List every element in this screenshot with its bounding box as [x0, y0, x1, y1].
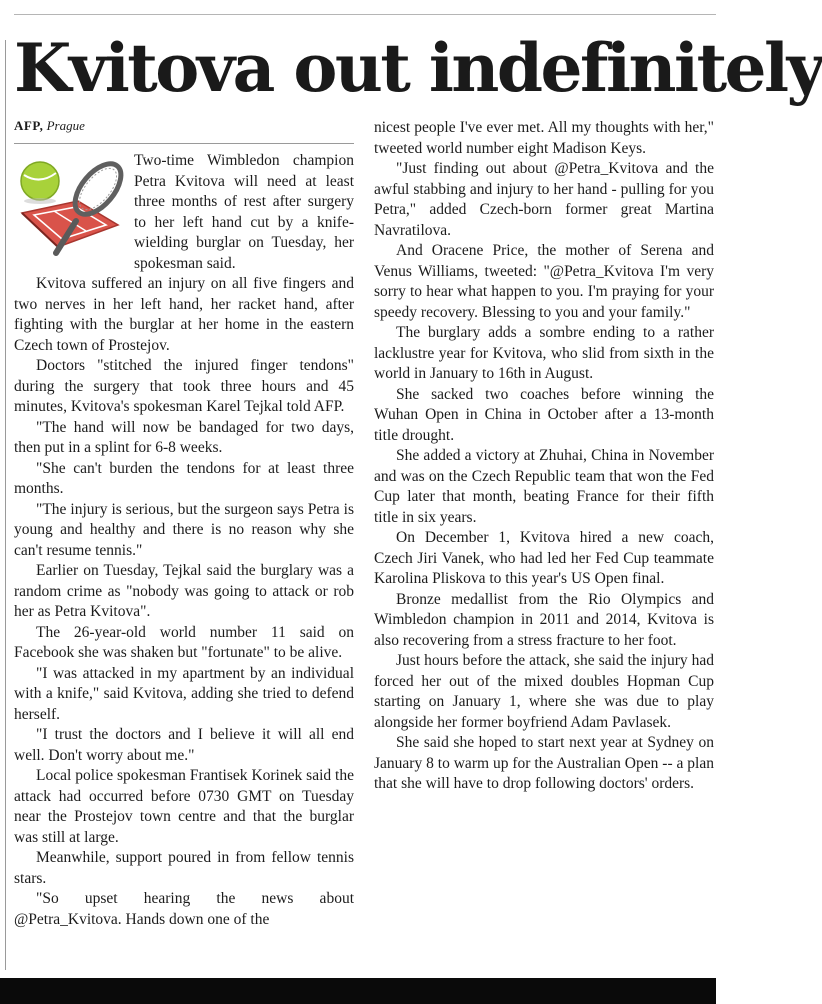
tennis-icon — [14, 155, 126, 265]
top-rule — [14, 14, 716, 15]
paragraph: Bronze medallist from the Rio Olympics and Wimbledon champion in 2011 and 2014, Kvitova is also recovering from a stress fracture to her foot. — [374, 590, 714, 649]
paragraph: She said she hoped to start next year at Sydney on January 8 to warm up for the Australian Open -- a plan that she will have to drop following doctors' orders. — [374, 734, 714, 792]
paragraph: Just hours before the attack, she said the injury had forced her out of the mixed doubles Hopman Cup starting on January 1, where she was due to play alongside her former boyfriend Adam Pavlasek. — [374, 652, 714, 731]
paragraph: Earlier on Tuesday, Tejkal said the burglary was a random crime as "nobody was going to attack or rob her as Petra Kvitova". — [14, 562, 354, 620]
paragraph: She added a victory at Zhuhai, China in November and was on the Czech Republic team that won the Fed Cup later that month, beating France for their fifth title in six years. — [374, 447, 714, 526]
paragraph: She sacked two coaches before winning the Wuhan Open in China in October after a 13-month title drought. — [374, 385, 714, 444]
paragraph: "I trust the doctors and I believe it will all end well. Don't worry about me." — [14, 726, 354, 764]
paragraph: Doctors "stitched the injured finger tendons" during the surgery that took three hours and 45 minutes, Kvitova's spokesman Karel Tejkal told AFP. — [14, 357, 354, 415]
paragraph: "She can't burden the tendons for at least three months. — [14, 459, 354, 497]
paragraph: Two-time Wimbledon champion Petra Kvitova will need at least three months of rest after surgery to her left hand cut by a knife-wielding burglar on Tuesday, her spokesman said. — [134, 152, 354, 272]
paragraph: "Just finding out about @Petra_Kvitova and the awful stabbing and injury to her hand - pulling for you Petra," added Czech-born former great Martina Navratilova. — [374, 160, 714, 239]
article-column-left — [14, 151, 354, 930]
headline: Kvitova out indefinitely — [14, 29, 822, 107]
paragraph: And Oracene Price, the mother of Serena and Venus Williams, tweeted: "@Petra_Kvitova I'm very sorry to hear what happen to you. I'm praying for your speedy recovery. Blessing to you and your family." — [374, 242, 714, 321]
article-column-right — [374, 118, 714, 795]
paragraph: "So upset hearing the news about @Petra_Kvitova. Hands down one of the — [14, 890, 354, 928]
paragraph: "I was attacked in my apartment by an individual with a knife," said Kvitova, adding she tried to defend herself. — [14, 664, 354, 723]
paragraph: "The injury is serious, but the surgeon says Petra is young and healthy and there is no reason why she can't resume tennis." — [14, 500, 354, 559]
paragraph: nicest people I've ever met. All my thoughts with her," tweeted world number eight Madison Keys. — [374, 119, 714, 157]
byline-agency: AFP, — [14, 118, 44, 133]
byline-location: Prague — [46, 118, 85, 133]
paragraph: Local police spokesman Frantisek Korinek said the attack had occurred before 0730 GMT on Tuesday near the Prostejov town centre and that the burglar was still at large. — [14, 767, 354, 846]
byline — [14, 116, 85, 136]
paragraph: Kvitova suffered an injury on all five fingers and two nerves in her left hand, her racket hand, after fighting with the burglar at her home in the eastern Czech town of Prostejov. — [14, 275, 354, 354]
paragraph: The 26-year-old world number 11 said on Facebook she was shaken but "fortunate" to be alive. — [14, 623, 354, 661]
paragraph: On December 1, Kvitova hired a new coach, Czech Jiri Vanek, who had led her Fed Cup teammate Karolina Pliskova to this year's US Open final. — [374, 529, 714, 587]
column-rule — [5, 40, 6, 970]
byline-rule — [14, 143, 354, 144]
bottom-bar — [0, 978, 716, 1004]
paragraph: Meanwhile, support poured in from fellow tennis stars. — [14, 849, 354, 887]
paragraph: "The hand will now be bandaged for two days, then put in a splint for 6-8 weeks. — [14, 418, 354, 456]
paragraph: The burglary adds a sombre ending to a rather lacklustre year for Kvitova, who slid from sixth in the world in January to 16th in August. — [374, 324, 714, 382]
